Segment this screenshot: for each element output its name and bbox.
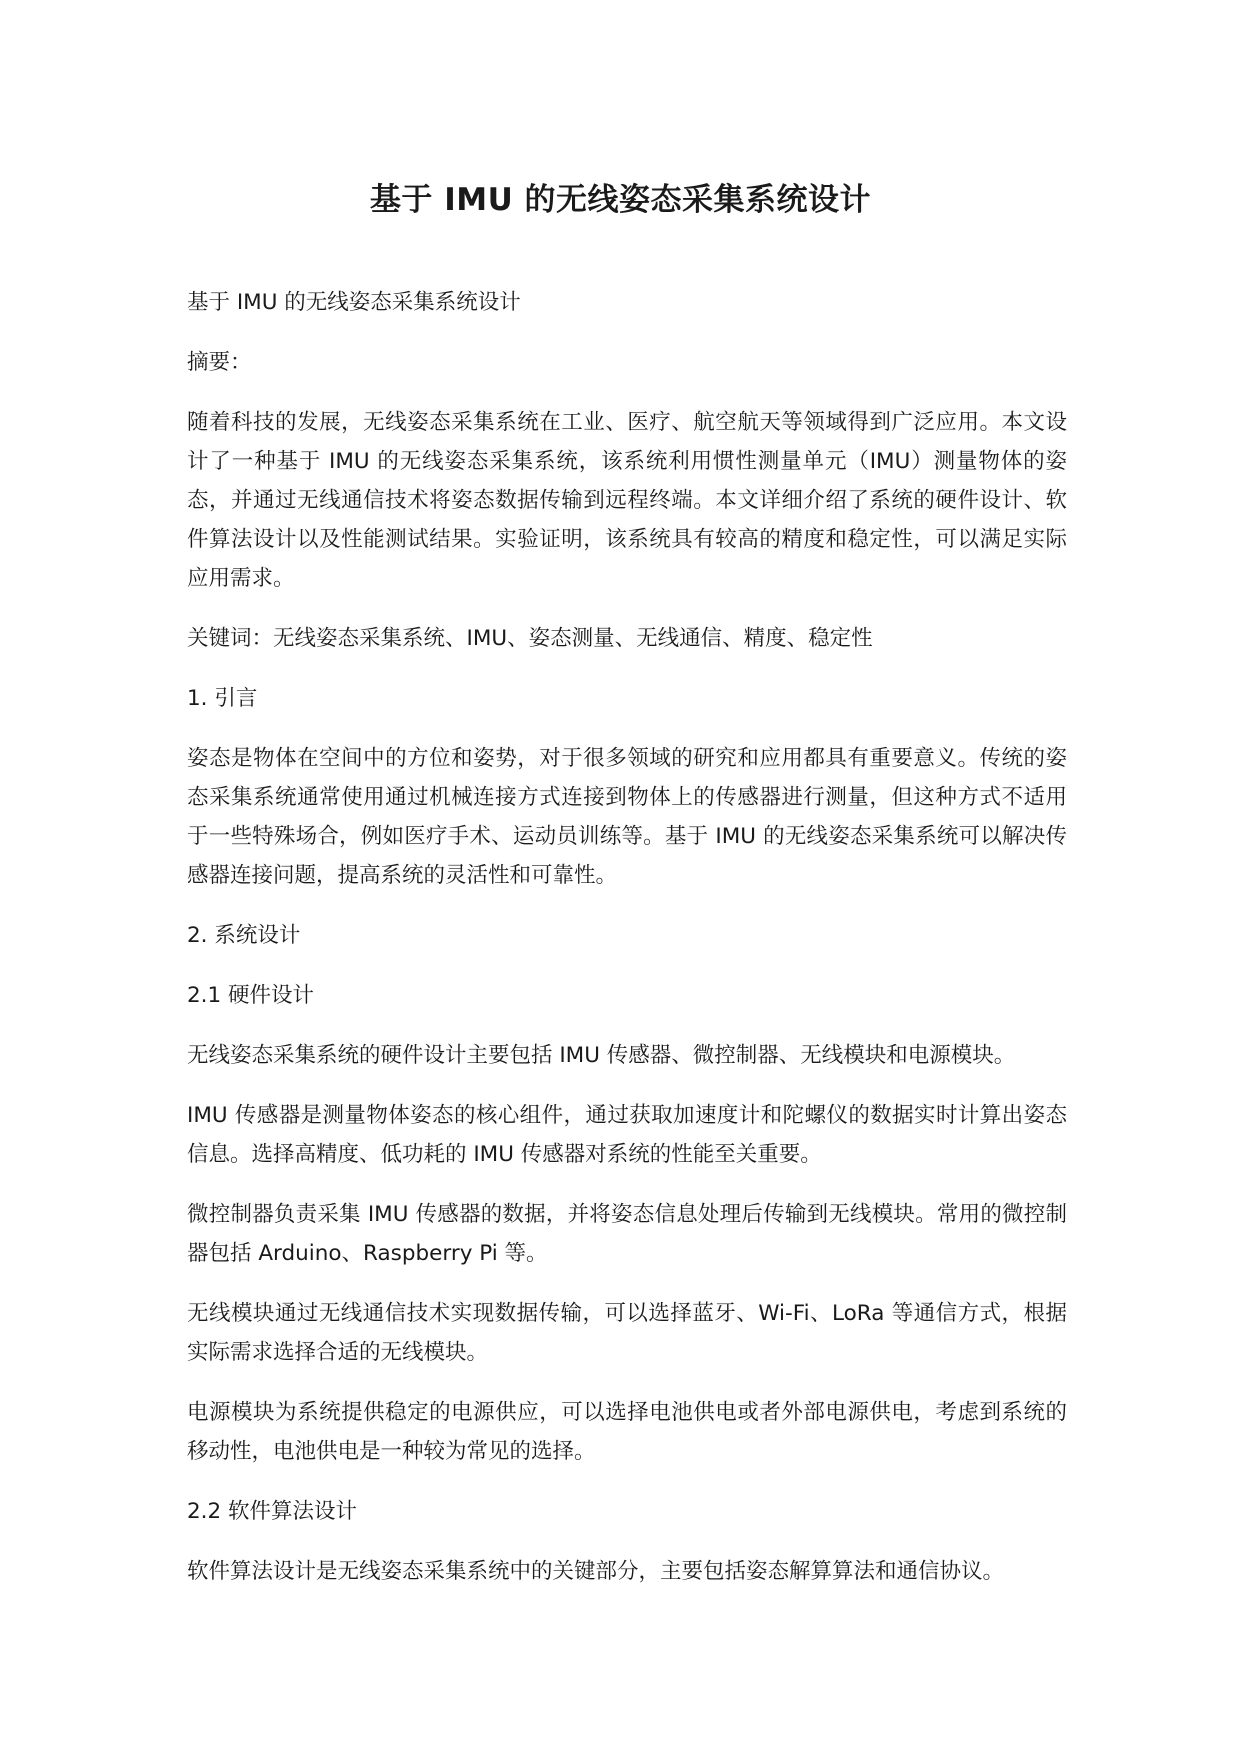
document-body [187, 283, 1067, 1612]
subsection-heading-hardware: 2.1 硬件设计 [187, 983, 315, 1008]
imu-sensor-paragraph: IMU 传感器是测量物体姿态的核心组件，通过获取加速度计和陀螺仪的数据实时计算出姿态信息。选择高精度、低功耗的 IMU 传感器对系统的性能至关重要。 [187, 1103, 1067, 1167]
power-module-paragraph: 电源模块为系统提供稳定的电源供应，可以选择电池供电或者外部电源供电，考虑到系统的移动性，电池供电是一种较为常见的选择。 [187, 1400, 1067, 1464]
subsection-heading-software: 2.2 软件算法设计 [187, 1499, 358, 1524]
document-title: 基于 IMU 的无线姿态采集系统设计 [369, 182, 872, 218]
subtitle-paragraph: 基于 IMU 的无线姿态采集系统设计 [187, 290, 521, 315]
section-heading-introduction: 1. 引言 [187, 686, 258, 711]
wireless-module-paragraph: 无线模块通过无线通信技术实现数据传输，可以选择蓝牙、Wi-Fi、LoRa 等通信方式，根据实际需求选择合适的无线模块。 [187, 1301, 1067, 1365]
software-overview-paragraph: 软件算法设计是无线姿态采集系统中的关键部分，主要包括姿态解算算法和通信协议。 [187, 1559, 1005, 1584]
abstract-paragraph: 随着科技的发展，无线姿态采集系统在工业、医疗、航空航天等领域得到广泛应用。本文设计了一种基于 IMU 的无线姿态采集系统，该系统利用惯性测量单元（IMU）测量物体的姿态，并通过无线通信技术将姿态数据传输到远程终端。本文详细介绍了系统的硬件设计、软件算法设计以及性能测试结果。实验证明，该系统具有较高的精度和稳定性，可以满足实际应用需求。 [187, 410, 1067, 591]
microcontroller-paragraph: 微控制器负责采集 IMU 传感器的数据，并将姿态信息处理后传输到无线模块。常用的微控制器包括 Arduino、Raspberry Pi 等。 [187, 1202, 1067, 1266]
section-heading-system-design: 2. 系统设计 [187, 923, 301, 948]
introduction-paragraph: 姿态是物体在空间中的方位和姿势，对于很多领域的研究和应用都具有重要意义。传统的姿态采集系统通常使用通过机械连接方式连接到物体上的传感器进行测量，但这种方式不适用于一些特殊场合，例如医疗手术、运动员训练等。基于 IMU 的无线姿态采集系统可以解决传感器连接问题，提高系统的灵活性和可靠性。 [187, 746, 1067, 888]
abstract-heading: 摘要： [187, 350, 252, 375]
hardware-overview-paragraph: 无线姿态采集系统的硬件设计主要包括 IMU 传感器、微控制器、无线模块和电源模块。 [187, 1043, 1016, 1068]
keywords-paragraph: 关键词：无线姿态采集系统、IMU、姿态测量、无线通信、精度、稳定性 [187, 626, 873, 651]
